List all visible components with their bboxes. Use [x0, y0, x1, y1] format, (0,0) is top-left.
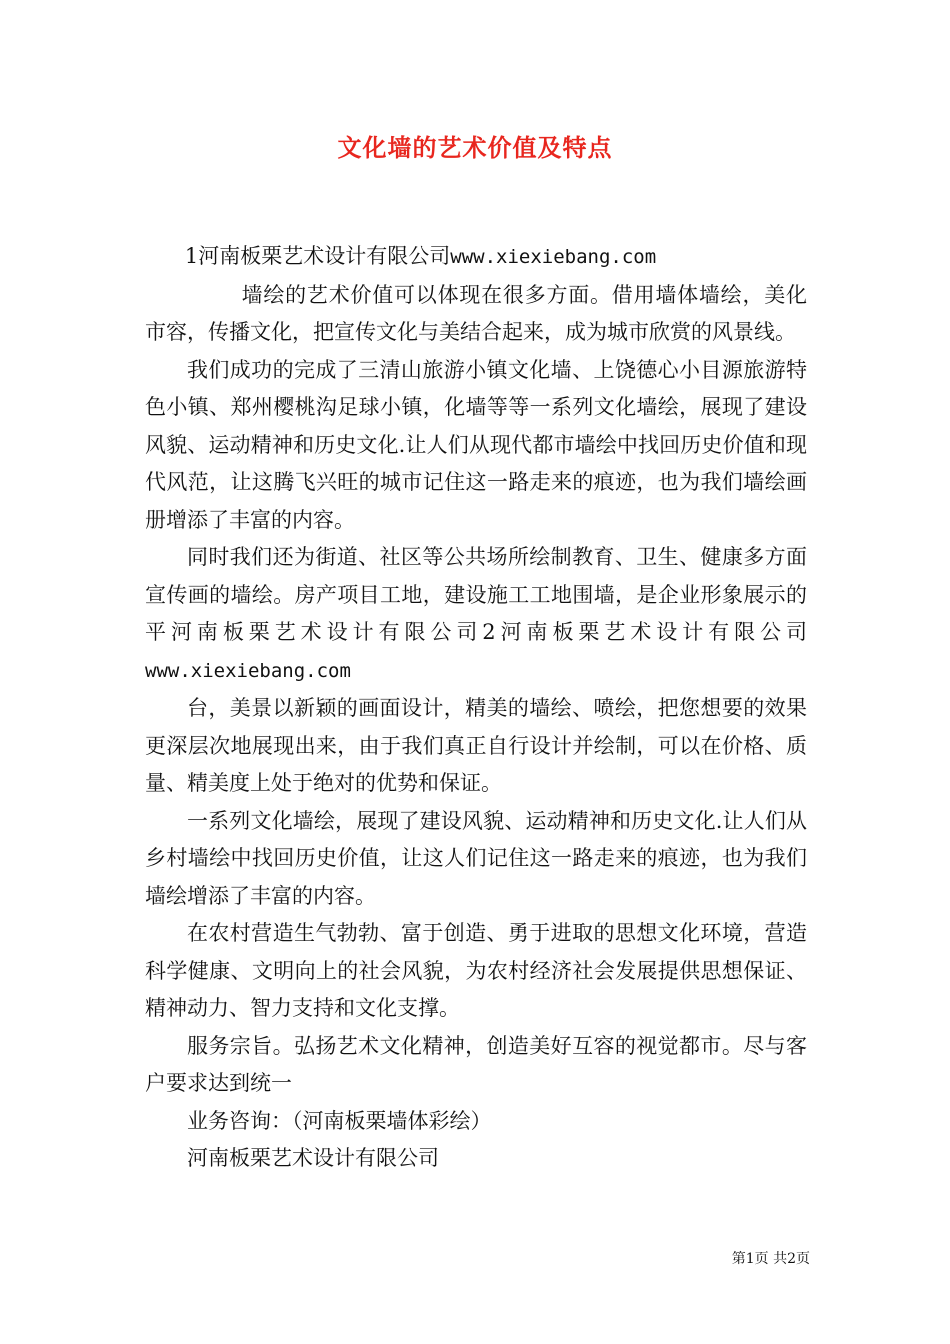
paragraph-9: 业务咨询：（河南板栗墙体彩绘） [187, 1108, 492, 1133]
footer-page-number: 1 [745, 1251, 755, 1267]
paragraph-1 [145, 238, 807, 277]
paragraph-6: 一系列文化墙绘，展现了建设风貌、运动精神和历史文化.让人们从乡村墙绘中找回历史价值，让这人们记住这一路走来的痕迹，也为我们墙绘增添了丰富的内容。 [145, 808, 807, 908]
paragraph-4-text: 同时我们还为街道、社区等公共场所绘制教育、卫生、健康多方面宣传画的墙绘。房产项目工地，建设施工工地围墙，是企业形象展示的平河南板栗艺术设计有限公司2河南板栗艺术设计有限公司 [145, 545, 807, 644]
footer-suffix: 页 [796, 1251, 810, 1267]
document-body [145, 238, 807, 1178]
paragraph-3: 我们成功的完成了三清山旅游小镇文化墙、上饶德心小目源旅游特色小镇、郑州樱桃沟足球小镇，化墙等等一系列文化墙绘，展现了建设风貌、运动精神和历史文化.让人们从现代都市墙绘中找回历史价值和现代风范，让这腾飞兴旺的城市记住这一路走来的痕迹，也为我们墙绘画册增添了丰富的内容。 [145, 357, 807, 532]
page-title: 文化墙的艺术价值及特点 [337, 134, 613, 162]
paragraph-1-text: 1河南板栗艺术设计有限公司 [184, 244, 451, 268]
page-footer [690, 1250, 810, 1268]
footer-prefix: 第 [731, 1251, 746, 1267]
website-link[interactable]: www.xiexiebang.com [450, 246, 657, 268]
paragraph-5: 台，美景以新颖的画面设计，精美的墙绘、喷绘，把您想要的效果更深层次地展现出来，由于我们真正自行设计并绘制，可以在价格、质量、精美度上处于绝对的优势和保证。 [145, 696, 807, 795]
paragraph-8: 服务宗旨。弘扬艺术文化精神，创造美好互容的视觉都市。尽与客户要求达到统一 [145, 1033, 807, 1095]
website-link-2[interactable]: www.xiexiebang.com [145, 659, 351, 682]
paragraph-7: 在农村营造生气勃勃、富于创造、勇于进取的思想文化环境，营造科学健康、文明向上的社会风貌，为农村经济社会发展提供思想保证、精神动力、智力支持和文化支撑。 [145, 921, 807, 1020]
paragraph-4 [145, 539, 807, 690]
footer-middle: 页 共 [754, 1251, 788, 1267]
footer-total-pages: 2 [787, 1251, 796, 1267]
paragraph-2: 墙绘的艺术价值可以体现在很多方面。借用墙体墙绘，美化市容，传播文化，把宣传文化与美结合起来，成为城市欣赏的风景线。 [145, 282, 807, 344]
paragraph-10: 河南板栗艺术设计有限公司 [187, 1146, 439, 1170]
